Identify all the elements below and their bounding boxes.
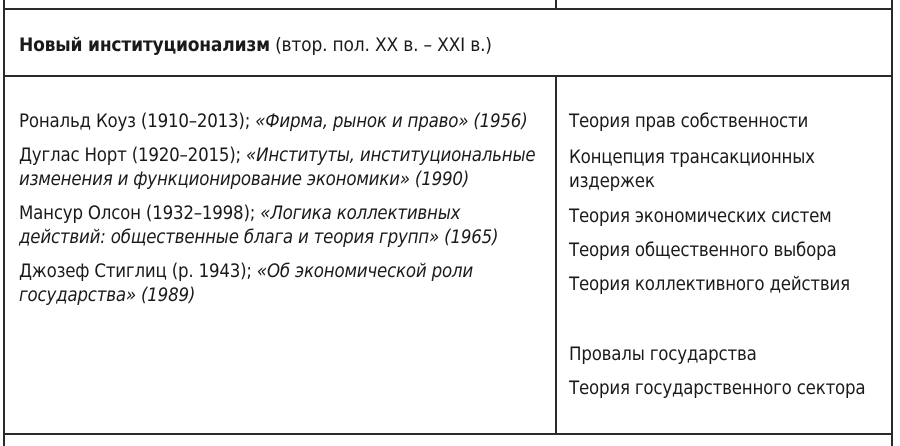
column-divider bbox=[555, 76, 557, 434]
author-work: «Логика коллективных действий: общественные блага и теория групп» (1965) bbox=[19, 203, 499, 248]
table-rule-top bbox=[5, 8, 891, 10]
table-fragment bbox=[3, 0, 893, 446]
author-name: Дуглас Норт (1920–2015); bbox=[19, 145, 247, 166]
author-work: «Институты, институциональные изменения и функционирование экономики» (1990) bbox=[19, 145, 536, 190]
theory-item: Теория государственного сектора bbox=[569, 378, 866, 399]
author-work: «Фирма, рынок и право» (1956) bbox=[255, 111, 528, 132]
section-title: Новый институционализм bbox=[19, 34, 270, 56]
author-name: Джозеф Стиглиц (р. 1943); bbox=[19, 261, 257, 282]
authors-column bbox=[19, 110, 539, 318]
theory-item: Теория общественного выбора bbox=[569, 240, 837, 261]
author-entry bbox=[19, 144, 539, 192]
section-period: (втор. пол. XX в. – XXI в.) bbox=[269, 34, 492, 56]
theory-item: Теория экономических систем bbox=[569, 206, 832, 227]
author-entry bbox=[19, 202, 539, 250]
theory-item: Теория прав собственности bbox=[569, 111, 809, 132]
author-entry bbox=[19, 110, 539, 134]
author-name: Мансур Олсон (1932–1998); bbox=[19, 203, 261, 224]
section-heading bbox=[19, 33, 492, 57]
theory-item: Концепция трансакционных издержек bbox=[569, 147, 815, 192]
author-work: «Об экономической роли государства» (1989) bbox=[19, 261, 473, 306]
author-name: Рональд Коуз (1910–2013); bbox=[19, 111, 256, 132]
table-rule-bottom bbox=[5, 433, 891, 435]
author-entry bbox=[19, 260, 539, 308]
theory-item: Провалы государства bbox=[569, 344, 757, 365]
table-rule-middle bbox=[5, 75, 891, 77]
theory-item: Теория коллективного действия bbox=[569, 274, 850, 295]
